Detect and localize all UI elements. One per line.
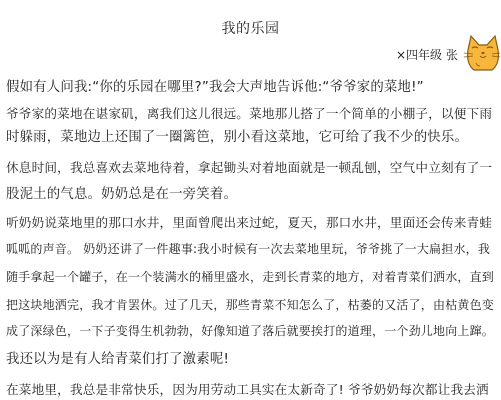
document-title: 我的乐园: [221, 21, 280, 37]
author-byline: [396, 46, 458, 63]
body-line: 把这块地洒完，我才肯罢休。过了几天，那些青菜不知怎么了，枯萎的又活了，由枯黄色变: [6, 298, 495, 312]
body-line: 听奶奶说菜地里的那口水井，里面曾爬出来过蛇，夏天，那口水井，里面还会传来青蛙: [6, 215, 493, 230]
body-line: 我还以为是有人给青菜们打了激素呢!: [6, 352, 230, 367]
body-line: 休息时间，我总喜欢去菜地待着，拿起锄头对着地面就是一顿乱刨，空气中立刻有了一: [6, 160, 493, 175]
body-line: 呱呱的声音。 奶奶还讲了一件趣事:我小时候有一次去菜地里玩，爷爷挑了一大扁担水，我: [6, 242, 491, 256]
body-line: 随手拿起一个罐子，在一个装满水的桶里盛水，走到长青菜的地方，对着青菜们洒水，直到: [6, 270, 495, 284]
body-line: 假如有人问我:“你的乐园在哪里?”我会大声地告诉他:“爷爷家的菜地!”: [6, 80, 424, 95]
byline-text: ×四年级 张: [396, 48, 458, 62]
cat-sticker-icon: [462, 30, 501, 78]
body-line: 在菜地里，我总是非常快乐，因为用劳动工具实在太新奇了! 爷爷奶奶每次都让我去洒: [6, 382, 489, 397]
body-line: 时躲雨，菜地边上还围了一圈篱笆，别小看这菜地，它可给了我不少的快乐。: [6, 130, 469, 145]
body-line: 爷爷家的菜地在谌家矶，离我们这儿很远。菜地那儿搭了一个简单的小棚子，以便下雨: [6, 106, 493, 121]
body-line: 股泥土的气息。奶奶总是在一旁笑着。: [6, 187, 238, 202]
body-line: 成了深绿色，一下子变得生机勃勃，好像知道了落后就要挨打的道理，一个劲儿地向上蹿。: [6, 324, 495, 338]
